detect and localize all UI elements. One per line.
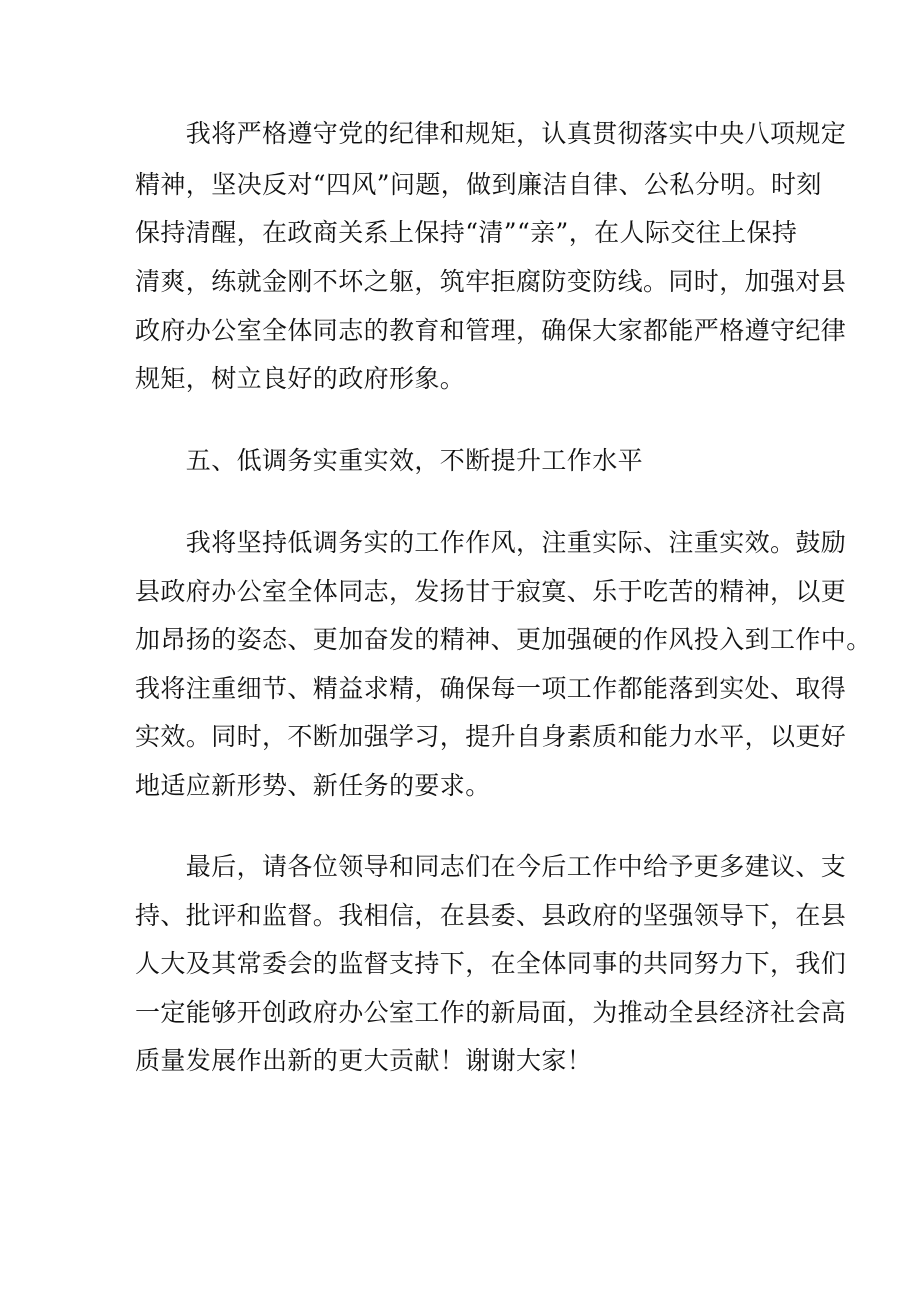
- text-line: 最后，请各位领导和同志们在今后工作中给予更多建议、支: [135, 852, 847, 881]
- text-line: 加昂扬的姿态、更加奋发的精神、更加强硬的作风投入到工作中。: [135, 625, 872, 654]
- text-line: 我将坚持低调务实的工作作风，注重实际、注重实效。鼓励: [135, 528, 847, 557]
- text-line: 政府办公室全体同志的教育和管理，确保大家都能严格遵守纪律: [135, 316, 847, 345]
- text-line: 清爽，练就金刚不坏之躯，筑牢拒腐防变防线。同时，加强对县: [135, 267, 847, 296]
- text-line: 持、批评和监督。我相信，在县委、县政府的坚强领导下，在县: [135, 901, 847, 930]
- text-line: 质量发展作出新的更大贡献！谢谢大家！: [135, 1046, 593, 1075]
- text-line: 我将注重细节、精益求精，确保每一项工作都能落到实处、取得: [135, 674, 847, 703]
- text-line: 一定能够开创政府办公室工作的新局面，为推动全县经济社会高: [135, 998, 847, 1027]
- text-line: 我将严格遵守党的纪律和规矩，认真贯彻落实中央八项规定: [135, 119, 847, 148]
- text-line: 实效。同时，不断加强学习，提升自身素质和能力水平，以更好: [135, 722, 847, 751]
- text-line: 精神，坚决反对“四风”问题，做到廉洁自律、公私分明。时刻: [135, 170, 822, 199]
- heading-line: 五、低调务实重实效，不断提升工作水平: [135, 446, 644, 475]
- text-line: 规矩，树立良好的政府形象。: [135, 364, 466, 393]
- text-line: 地适应新形势、新任务的要求。: [135, 771, 491, 800]
- text-line: 保持清醒，在政商关系上保持“清”“亲”，在人际交往上保持: [135, 218, 798, 247]
- text-line: 县政府办公室全体同志，发扬甘于寂寞、乐于吃苦的精神，以更: [135, 577, 847, 606]
- text-line: 人大及其常委会的监督支持下，在全体同事的共同努力下，我们: [135, 949, 847, 978]
